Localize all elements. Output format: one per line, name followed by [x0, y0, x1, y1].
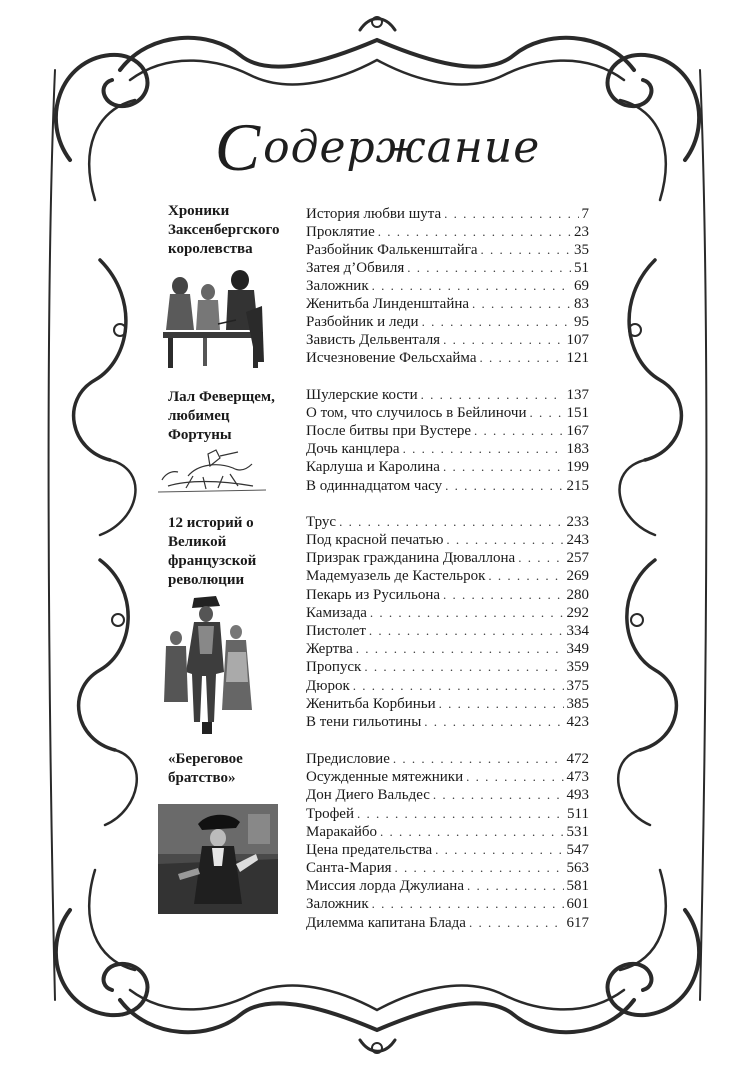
- entry-title: Шулерские кости: [306, 387, 418, 403]
- entry-page: 375: [566, 678, 589, 694]
- toc-entry[interactable]: [306, 458, 589, 476]
- entry-page: 243: [566, 532, 589, 548]
- dot-leader: [469, 914, 564, 932]
- toc-entry[interactable]: [306, 841, 589, 859]
- entry-page: 215: [566, 478, 589, 494]
- toc-entry[interactable]: [306, 640, 589, 658]
- dot-leader: [353, 677, 564, 695]
- dot-leader: [421, 386, 564, 404]
- dot-leader: [407, 259, 571, 277]
- dot-leader: [356, 640, 564, 658]
- entry-page: 35: [574, 242, 589, 258]
- entry-title: Женитьба Корбиньи: [306, 696, 436, 712]
- section-title: Хроники Заксенбергского королевства: [168, 203, 280, 257]
- horseman-sketch: [158, 446, 266, 496]
- toc-entry[interactable]: [306, 713, 589, 731]
- dot-leader: [488, 567, 563, 585]
- entry-page: 547: [566, 842, 589, 858]
- dot-leader: [372, 277, 571, 295]
- entry-page: 349: [566, 641, 589, 657]
- entry-page: 334: [566, 623, 589, 639]
- dot-leader: [472, 295, 571, 313]
- dot-leader: [357, 805, 564, 823]
- cavaliers-at-table-engraving: [158, 262, 270, 370]
- toc-entry[interactable]: [306, 440, 589, 458]
- dot-leader: [443, 586, 563, 604]
- dot-leader: [479, 349, 563, 367]
- dot-leader: [433, 786, 564, 804]
- entry-title: Миссия лорда Джулиана: [306, 878, 464, 894]
- dot-leader: [445, 477, 563, 495]
- entry-title: В тени гильотины: [306, 714, 422, 730]
- entry-title: Разбойник и леди: [306, 314, 419, 330]
- dot-leader: [439, 695, 564, 713]
- entry-title: Дочь канцлера: [306, 441, 400, 457]
- entry-title: Разбойник Фалькенштайга: [306, 242, 478, 258]
- entry-title: Под красной печатью: [306, 532, 444, 548]
- dot-leader: [518, 549, 563, 567]
- entry-page: 7: [581, 206, 589, 222]
- entry-page: 51: [574, 260, 589, 276]
- dot-leader: [443, 458, 564, 476]
- entry-title: Дюрок: [306, 678, 350, 694]
- entry-page: 601: [566, 896, 589, 912]
- entry-page: 257: [566, 550, 589, 566]
- entry-title: Призрак гражданина Дюваллона: [306, 550, 516, 566]
- toc-entry[interactable]: [306, 295, 589, 313]
- entry-page: 280: [566, 587, 589, 603]
- toc-entry[interactable]: [306, 604, 589, 622]
- toc-entry[interactable]: [306, 750, 589, 768]
- entry-title: Зависть Дельвенталя: [306, 332, 441, 348]
- entry-title: История любви шута: [306, 206, 442, 222]
- entry-page: 121: [566, 350, 589, 366]
- section-title: Лал Феверщем, любимец Фортуны: [168, 389, 275, 443]
- pirate-captain-painting: [158, 804, 278, 914]
- entry-page: 83: [574, 296, 589, 312]
- entry-title: Пропуск: [306, 659, 362, 675]
- entry-page: 23: [574, 224, 589, 240]
- dot-leader: [395, 859, 564, 877]
- dot-leader: [370, 604, 564, 622]
- toc-entry[interactable]: [306, 241, 589, 259]
- section-title: «Береговое братство»: [168, 751, 243, 786]
- entry-title: О том, что случилось в Бейлиночи: [306, 405, 527, 421]
- revolutionary-figures-engraving: [158, 592, 254, 740]
- dot-leader: [444, 205, 578, 223]
- dot-leader: [435, 841, 563, 859]
- entry-page: 292: [566, 605, 589, 621]
- dot-leader: [403, 440, 564, 458]
- entry-title: Пекарь из Русильона: [306, 587, 441, 603]
- toc-entry[interactable]: [306, 549, 589, 567]
- toc-entry[interactable]: [306, 513, 589, 531]
- entry-title: Трофей: [306, 806, 354, 822]
- entry-page: 473: [566, 769, 589, 785]
- toc-entry[interactable]: [306, 622, 589, 640]
- entry-page: 511: [567, 806, 589, 822]
- toc-entry[interactable]: [306, 823, 589, 841]
- dot-leader: [474, 422, 563, 440]
- entry-page: 359: [566, 659, 589, 675]
- entry-title: Женитьба Линденштайна: [306, 296, 470, 312]
- toc-entry[interactable]: [306, 477, 589, 495]
- toc-entry[interactable]: [306, 895, 589, 913]
- entry-page: 617: [566, 915, 589, 931]
- entry-title: Заложник: [306, 896, 369, 912]
- toc-entry[interactable]: [306, 223, 589, 241]
- entry-page: 183: [566, 441, 589, 457]
- toc-entry[interactable]: [306, 914, 589, 932]
- toc-entry[interactable]: [306, 695, 589, 713]
- entry-page: 151: [566, 405, 589, 421]
- dot-leader: [369, 622, 564, 640]
- dot-leader: [380, 823, 563, 841]
- dot-leader: [372, 895, 564, 913]
- toc-entry[interactable]: [306, 567, 589, 585]
- entry-title: Камизада: [306, 605, 367, 621]
- dot-leader: [378, 223, 571, 241]
- dot-leader: [422, 313, 571, 331]
- entry-title: Пистолет: [306, 623, 366, 639]
- dot-leader: [466, 768, 563, 786]
- entry-title: Осужденные мятежники: [306, 769, 464, 785]
- entry-title: Заложник: [306, 278, 369, 294]
- toc-entry[interactable]: [306, 259, 589, 277]
- toc-entry[interactable]: [306, 422, 589, 440]
- toc-entry[interactable]: [306, 786, 589, 804]
- entry-title: Исчезновение Фельсхайма: [306, 350, 477, 366]
- toc-entry[interactable]: [306, 877, 589, 895]
- entry-title: Жертва: [306, 641, 353, 657]
- dot-leader: [443, 331, 563, 349]
- toc-entry[interactable]: [306, 349, 589, 367]
- entry-page: 233: [566, 514, 589, 530]
- page-title: [0, 108, 755, 187]
- entry-title: Маракайбо: [306, 824, 378, 840]
- toc-entry[interactable]: [306, 277, 589, 295]
- entry-title: Цена предательства: [306, 842, 433, 858]
- entry-page: 269: [566, 568, 589, 584]
- entry-title: После битвы при Вустере: [306, 423, 472, 439]
- entry-title: Предисловие: [306, 751, 390, 767]
- dot-leader: [393, 750, 564, 768]
- toc-entry[interactable]: [306, 658, 589, 676]
- entry-title: Дилемма капитана Блада: [306, 915, 466, 931]
- entry-title: Трус: [306, 514, 337, 530]
- toc-entry[interactable]: [306, 313, 589, 331]
- entry-page: 167: [566, 423, 589, 439]
- toc-entry[interactable]: [306, 205, 589, 223]
- entry-page: 563: [566, 860, 589, 876]
- entry-title: Проклятие: [306, 224, 375, 240]
- entry-page: 493: [566, 787, 589, 803]
- toc-entry[interactable]: [306, 531, 589, 549]
- entry-title: Затея д’Обвиля: [306, 260, 405, 276]
- toc-entry[interactable]: [306, 677, 589, 695]
- entry-page: 581: [566, 878, 589, 894]
- entry-page: 107: [566, 332, 589, 348]
- toc-entry[interactable]: [306, 859, 589, 877]
- entry-title: Дон Диего Вальдес: [306, 787, 430, 803]
- entry-title: Мадемуазель де Кастельрок: [306, 568, 486, 584]
- toc-entry[interactable]: [306, 586, 589, 604]
- toc-entry[interactable]: [306, 386, 589, 404]
- title-capital: С: [214, 109, 262, 185]
- title-rest: одержание: [263, 122, 541, 173]
- dot-leader: [446, 531, 563, 549]
- entry-page: 69: [574, 278, 589, 294]
- dot-leader: [467, 877, 564, 895]
- entry-page: 423: [566, 714, 589, 730]
- entry-title: Санта-Мария: [306, 860, 392, 876]
- entry-title: Карлуша и Каролина: [306, 459, 440, 475]
- entry-title: В одиннадцатом часу: [306, 478, 443, 494]
- entry-page: 472: [566, 751, 589, 767]
- entry-page: 137: [566, 387, 589, 403]
- entry-page: 199: [566, 459, 589, 475]
- toc-entry[interactable]: [306, 768, 589, 786]
- section-title: 12 историй о Великой французской революции: [168, 515, 257, 588]
- dot-leader: [364, 658, 563, 676]
- toc-entry[interactable]: [306, 331, 589, 349]
- entry-page: 531: [566, 824, 589, 840]
- dot-leader: [481, 241, 571, 259]
- dot-leader: [529, 404, 563, 422]
- entry-page: 95: [574, 314, 589, 330]
- toc-entry[interactable]: [306, 805, 589, 823]
- dot-leader: [424, 713, 563, 731]
- dot-leader: [339, 513, 563, 531]
- entry-page: 385: [566, 696, 589, 712]
- toc-entry[interactable]: [306, 404, 589, 422]
